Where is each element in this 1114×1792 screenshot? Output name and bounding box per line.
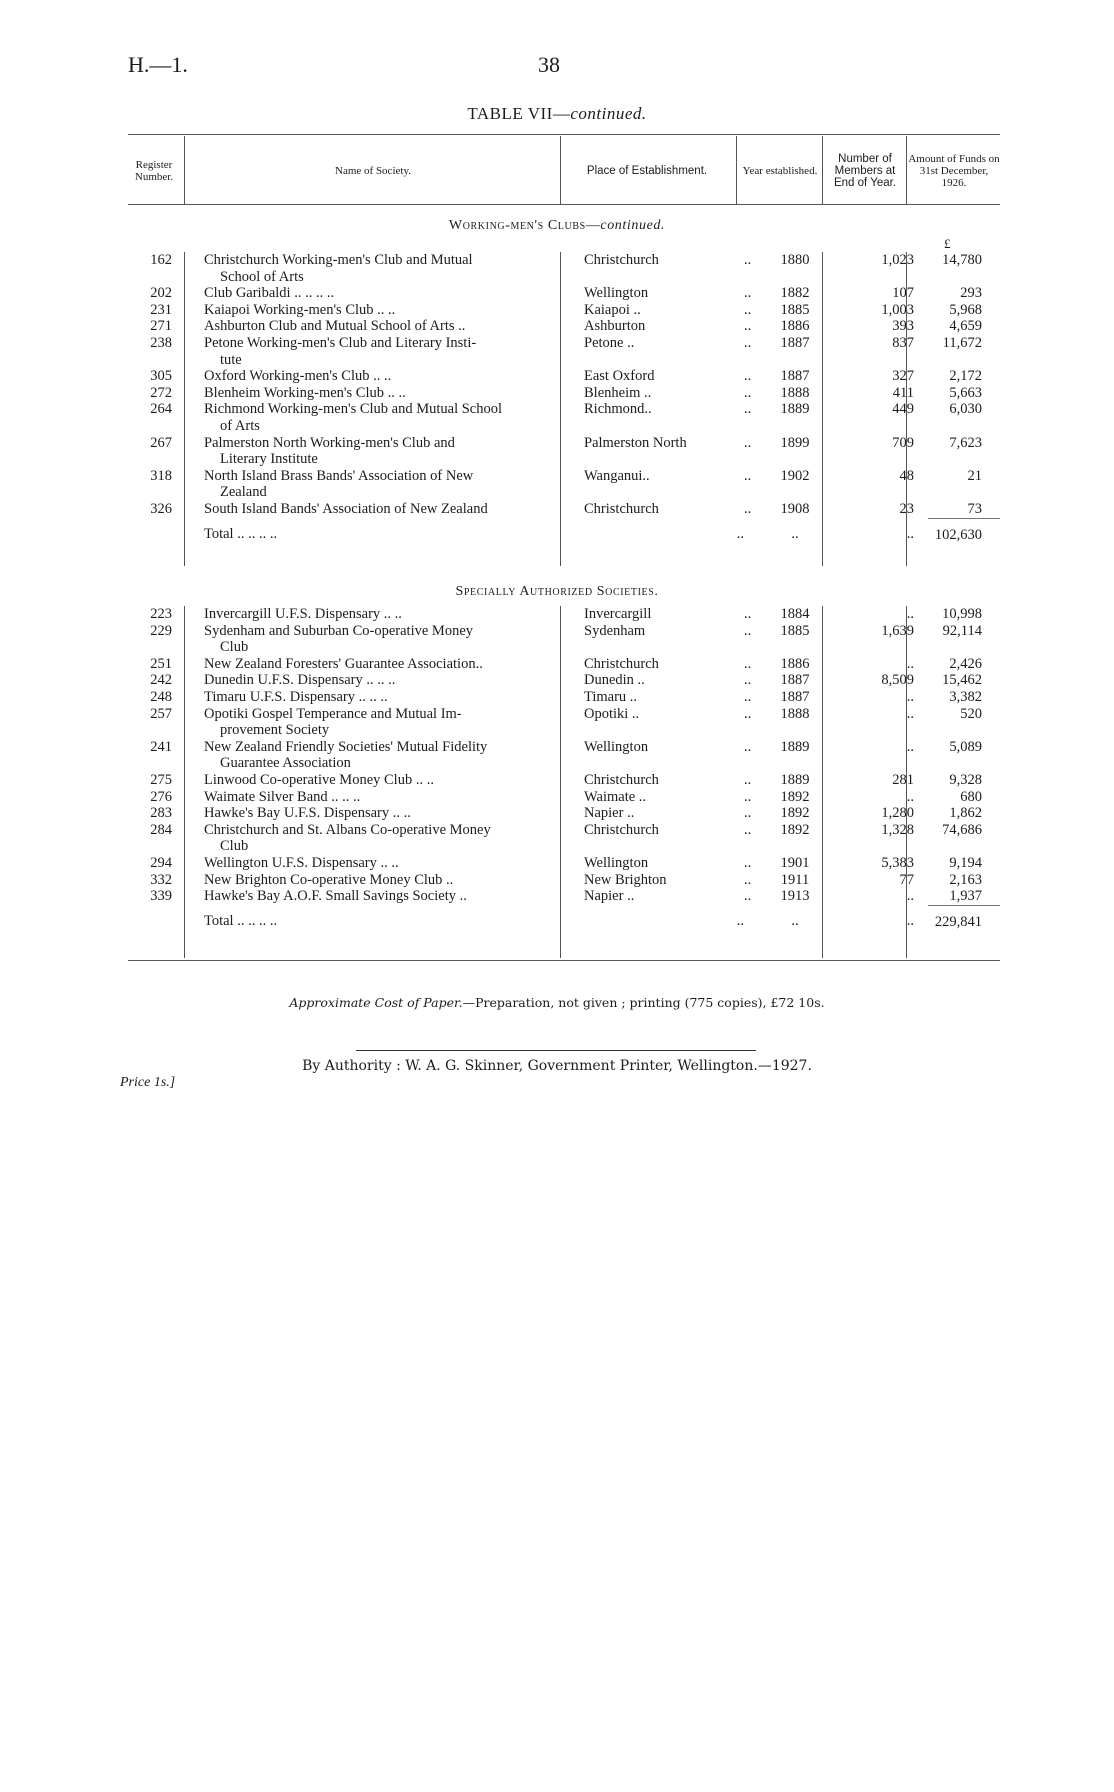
member-count: 449 (892, 401, 914, 418)
member-count: 1,280 (881, 805, 914, 822)
society-name: Kaiapoi Working-men's Club .. .. (204, 301, 396, 318)
page-number: 38 (538, 52, 560, 77)
funds-amount: 6,030 (949, 401, 982, 418)
total-register (128, 518, 180, 543)
column-divider (560, 606, 561, 958)
funds-amount: 7,623 (949, 434, 982, 451)
leader-dots: .. (744, 606, 752, 622)
table-row (128, 805, 1000, 822)
year-established: 1892 (780, 821, 810, 838)
column-header-name: Name of Society. (335, 165, 411, 177)
table-row (128, 435, 1000, 468)
total-dots (744, 905, 762, 930)
funds-amount: 5,663 (949, 384, 982, 401)
funds-amount: 92,114 (942, 622, 982, 639)
total-dots (744, 518, 762, 543)
leader-dots: .. (744, 434, 752, 451)
section-title-specially-authorized: Specially Authorized Societies. (455, 584, 659, 599)
table-row (128, 739, 1000, 772)
column-divider (906, 252, 907, 566)
member-count: 8,509 (881, 672, 914, 689)
table-row (128, 706, 1000, 739)
table-row (128, 689, 1000, 706)
society-name: Christchurch Working-men's Club and Mutual School of Arts (204, 252, 473, 285)
leader-dots: .. (744, 301, 752, 318)
leader-dots: .. (744, 318, 752, 335)
funds-amount: 680 (960, 788, 982, 805)
society-name: New Brighton Co-operative Money Club .. (204, 871, 454, 888)
total-row (128, 905, 1000, 930)
funds-amount: 520 (960, 705, 982, 722)
member-count: 327 (892, 368, 914, 385)
place-of-establishment: Wellington (584, 854, 649, 871)
member-count: .. (906, 705, 914, 722)
year-established: 1892 (780, 788, 810, 805)
leader-dots: .. (744, 285, 752, 302)
place-of-establishment: Christchurch (584, 655, 659, 672)
register-number: 267 (150, 434, 172, 451)
funds-amount: 73 (967, 500, 982, 517)
society-name: New Zealand Foresters' Guarantee Association.. (204, 655, 483, 672)
society-name: Christchurch and St. Albans Co-operative Money Club (204, 821, 491, 855)
society-name: Petone Working-men's Club and Literary Insti- tute (204, 334, 477, 368)
funds-amount: 5,968 (949, 301, 982, 318)
member-count: 411 (892, 384, 914, 401)
register-number: 238 (150, 334, 172, 351)
table-row (128, 501, 1000, 518)
leader-dots: .. (744, 821, 752, 838)
column-divider (822, 606, 823, 958)
funds-amount: 1,862 (949, 805, 982, 822)
leader-dots: .. (744, 788, 752, 805)
column-divider (184, 252, 185, 566)
place-of-establishment: Opotiki .. (584, 705, 640, 722)
column-divider (736, 136, 737, 204)
place-of-establishment: Wellington (584, 285, 649, 302)
member-count: 837 (892, 334, 914, 351)
register-number: 231 (150, 301, 172, 318)
year-established: 1899 (780, 434, 810, 451)
place-of-establishment: Petone .. (584, 334, 635, 351)
funds-amount: 3,382 (949, 688, 982, 705)
funds-amount: 11,672 (942, 334, 982, 351)
leader-dots: .. (744, 252, 752, 268)
leader-dots: .. (744, 500, 752, 517)
place-of-establishment: East Oxford (584, 368, 655, 385)
table-row (128, 468, 1000, 501)
place-of-establishment: Napier .. (584, 888, 635, 905)
total-place: .. (736, 913, 744, 930)
funds-amount: 21 (967, 467, 982, 484)
place-of-establishment: Invercargill (584, 606, 652, 622)
funds-amount: 5,089 (949, 738, 982, 755)
funds-amount: 2,172 (949, 368, 982, 385)
leader-dots: .. (744, 805, 752, 822)
table-row (128, 368, 1000, 385)
register-number: 248 (150, 688, 172, 705)
column-divider (184, 136, 185, 204)
funds-amount: 293 (960, 285, 982, 302)
leader-dots: .. (744, 705, 752, 722)
total-year: .. (791, 913, 799, 930)
funds-amount: 9,194 (949, 854, 982, 871)
register-number: 294 (150, 854, 172, 871)
year-established: 1886 (780, 655, 810, 672)
place-of-establishment: Palmerston North (584, 434, 687, 451)
society-name: Dunedin U.F.S. Dispensary .. .. .. (204, 672, 396, 689)
place-of-establishment: Sydenham (584, 622, 646, 639)
funds-amount: 9,328 (949, 771, 982, 788)
funds-amount: 4,659 (949, 318, 982, 335)
table-row (128, 772, 1000, 789)
place-of-establishment: Kaiapoi .. (584, 301, 641, 318)
place-of-establishment: Wanganui.. (584, 467, 650, 484)
column-header-year: Year established. (742, 165, 818, 177)
total-funds: 229,841 (928, 905, 1000, 930)
leader-dots: .. (744, 368, 752, 385)
column-header-members: Number of Members at End of Year. (833, 153, 897, 189)
leader-dots: .. (744, 334, 752, 351)
place-of-establishment: New Brighton (584, 871, 667, 888)
society-name: Opotiki Gospel Temperance and Mutual Im- provement Society (204, 705, 462, 739)
member-count: 1,003 (881, 301, 914, 318)
year-established: 1885 (780, 301, 810, 318)
authority-line: By Authority : W. A. G. Skinner, Government Printer, Wellington.—1927. (302, 1058, 812, 1074)
total-register (128, 905, 180, 930)
year-established: 1889 (780, 738, 810, 755)
register-number: 332 (150, 871, 172, 888)
society-name: Oxford Working-men's Club .. .. (204, 368, 392, 385)
society-name: Blenheim Working-men's Club .. .. (204, 384, 406, 401)
funds-amount: 1,937 (949, 888, 982, 905)
place-of-establishment: Christchurch (584, 771, 659, 788)
column-divider (822, 252, 823, 566)
place-of-establishment: Dunedin .. (584, 672, 645, 689)
cost-note: Approximate Cost of Paper.—Preparation, not given ; printing (775 copies), £72 10s. (289, 995, 825, 1010)
member-count: .. (906, 606, 914, 622)
table-bottom-rule (128, 960, 1000, 961)
total-members: .. (906, 913, 914, 930)
member-count: .. (906, 888, 914, 905)
register-number: 272 (150, 384, 172, 401)
society-name: Palmerston North Working-men's Club and Literary Institute (204, 434, 455, 468)
register-number: 229 (150, 622, 172, 639)
register-number: 284 (150, 821, 172, 838)
currency-symbol: £ (944, 236, 951, 251)
table-row (128, 888, 1000, 905)
register-number: 242 (150, 672, 172, 689)
place-of-establishment: Christchurch (584, 500, 659, 517)
society-name: Wellington U.F.S. Dispensary .. .. (204, 854, 399, 871)
year-established: 1884 (780, 606, 810, 622)
leader-dots: .. (744, 622, 752, 639)
leader-dots: .. (744, 384, 752, 401)
member-count: 709 (892, 434, 914, 451)
header-top-rule (128, 134, 1000, 135)
table-row (128, 789, 1000, 806)
register-number: 241 (150, 738, 172, 755)
register-number: 202 (150, 285, 172, 302)
leader-dots: .. (744, 672, 752, 689)
member-count: 1,023 (881, 252, 914, 268)
year-established: 1902 (780, 467, 810, 484)
funds-amount: 14,780 (942, 252, 982, 268)
member-count: .. (906, 738, 914, 755)
society-name: Club Garibaldi .. .. .. .. (204, 285, 335, 302)
place-of-establishment: Napier .. (584, 805, 635, 822)
funds-amount: 2,163 (949, 871, 982, 888)
total-label: Total .. .. .. .. (204, 913, 278, 930)
column-divider (184, 606, 185, 958)
table-row (128, 318, 1000, 335)
register-number: 264 (150, 401, 172, 418)
leader-dots: .. (744, 871, 752, 888)
working-mens-clubs-table (128, 252, 1000, 543)
table-row (128, 656, 1000, 673)
place-of-establishment: Waimate .. (584, 788, 647, 805)
register-number: 318 (150, 467, 172, 484)
total-members: .. (906, 526, 914, 542)
specially-authorized-table (128, 606, 1000, 930)
society-name: Waimate Silver Band .. .. .. (204, 788, 361, 805)
column-divider (560, 252, 561, 566)
funds-amount: 74,686 (942, 821, 982, 838)
year-established: 1887 (780, 368, 810, 385)
leader-dots: .. (744, 854, 752, 871)
table-row (128, 385, 1000, 402)
member-count: 1,639 (881, 622, 914, 639)
society-name: Sydenham and Suburban Co-operative Money Club (204, 622, 474, 656)
member-count: .. (906, 788, 914, 805)
price-label: Price 1s.] (120, 1075, 176, 1090)
register-number: 276 (150, 788, 172, 805)
member-count: .. (906, 688, 914, 705)
year-established: 1888 (780, 705, 810, 722)
leader-dots: .. (744, 655, 752, 672)
leader-dots: .. (744, 888, 752, 905)
header-bottom-rule (128, 204, 1000, 205)
section-title-working-mens-clubs: Working-men's Clubs—continued. (448, 218, 666, 233)
year-established: 1887 (780, 334, 810, 351)
society-name: Hawke's Bay A.O.F. Small Savings Society .. (204, 888, 467, 905)
total-row (128, 518, 1000, 543)
column-header-register: Register Number. (134, 159, 174, 183)
total-place: .. (736, 526, 744, 542)
year-established: 1887 (780, 672, 810, 689)
column-divider (560, 136, 561, 204)
year-established: 1911 (780, 871, 810, 888)
register-number: 339 (150, 888, 172, 905)
leader-dots: .. (744, 688, 752, 705)
place-of-establishment: Wellington (584, 738, 649, 755)
funds-amount: 10,998 (942, 606, 982, 622)
total-label: Total .. .. .. .. (204, 526, 278, 542)
table-row (128, 252, 1000, 285)
column-header-place: Place of Establishment. (586, 165, 708, 177)
society-name: South Island Bands' Association of New Zealand (204, 500, 488, 517)
society-name: North Island Brass Bands' Association of New Zealand (204, 467, 474, 501)
member-count: 107 (892, 285, 914, 302)
member-count: 5,383 (881, 854, 914, 871)
place-of-establishment: Christchurch (584, 821, 659, 838)
register-number: 271 (150, 318, 172, 335)
register-number: 305 (150, 368, 172, 385)
member-count: 1,328 (881, 821, 914, 838)
member-count: 23 (899, 500, 914, 517)
place-of-establishment: Blenheim .. (584, 384, 652, 401)
register-number: 162 (150, 252, 172, 268)
place-of-establishment: Timaru .. (584, 688, 638, 705)
member-count: 393 (892, 318, 914, 335)
column-divider (822, 136, 823, 204)
society-name: Linwood Co-operative Money Club .. .. (204, 771, 434, 788)
year-established: 1882 (780, 285, 810, 302)
authority-rule (356, 1050, 756, 1051)
column-header-funds: Amount of Funds on 31st December, 1926. (908, 153, 1000, 189)
member-count: .. (906, 655, 914, 672)
table-row (128, 623, 1000, 656)
register-number: 251 (150, 655, 172, 672)
table-row (128, 335, 1000, 368)
year-established: 1886 (780, 318, 810, 335)
year-established: 1880 (780, 252, 810, 268)
member-count: 281 (892, 771, 914, 788)
year-established: 1901 (780, 854, 810, 871)
table-row (128, 401, 1000, 434)
year-established: 1913 (780, 888, 810, 905)
society-name: Hawke's Bay U.F.S. Dispensary .. .. (204, 805, 411, 822)
funds-amount: 2,426 (949, 655, 982, 672)
register-number: 283 (150, 805, 172, 822)
register-number: 257 (150, 705, 172, 722)
leader-dots: .. (744, 467, 752, 484)
document-reference: H.—1. (128, 52, 188, 77)
year-established: 1892 (780, 805, 810, 822)
total-year: .. (791, 526, 799, 542)
year-established: 1888 (780, 384, 810, 401)
member-count: 77 (899, 871, 914, 888)
year-established: 1885 (780, 622, 810, 639)
table-row (128, 822, 1000, 855)
year-established: 1889 (780, 401, 810, 418)
register-number: 275 (150, 771, 172, 788)
society-name: Ashburton Club and Mutual School of Arts .. (204, 318, 466, 335)
society-name: New Zealand Friendly Societies' Mutual Fidelity Guarantee Association (204, 738, 488, 772)
register-number: 326 (150, 500, 172, 517)
leader-dots: .. (744, 738, 752, 755)
table-row (128, 606, 1000, 623)
register-number: 223 (150, 606, 172, 622)
table-row (128, 302, 1000, 319)
funds-amount: 15,462 (942, 672, 982, 689)
column-divider (906, 136, 907, 204)
leader-dots: .. (744, 771, 752, 788)
table-title: TABLE VII—continued. (467, 104, 647, 123)
place-of-establishment: Christchurch (584, 252, 659, 268)
society-name: Richmond Working-men's Club and Mutual School of Arts (204, 401, 503, 434)
year-established: 1889 (780, 771, 810, 788)
column-divider (906, 606, 907, 958)
total-funds: 102,630 (928, 518, 1000, 543)
table-row (128, 855, 1000, 872)
year-established: 1887 (780, 688, 810, 705)
table-row (128, 672, 1000, 689)
society-name: Timaru U.F.S. Dispensary .. .. .. (204, 688, 388, 705)
member-count: 48 (899, 467, 914, 484)
leader-dots: .. (744, 401, 752, 418)
table-row (128, 872, 1000, 889)
table-row (128, 285, 1000, 302)
society-name: Invercargill U.F.S. Dispensary .. .. (204, 606, 402, 622)
year-established: 1908 (780, 500, 810, 517)
place-of-establishment: Richmond.. (584, 401, 652, 418)
place-of-establishment: Ashburton (584, 318, 646, 335)
